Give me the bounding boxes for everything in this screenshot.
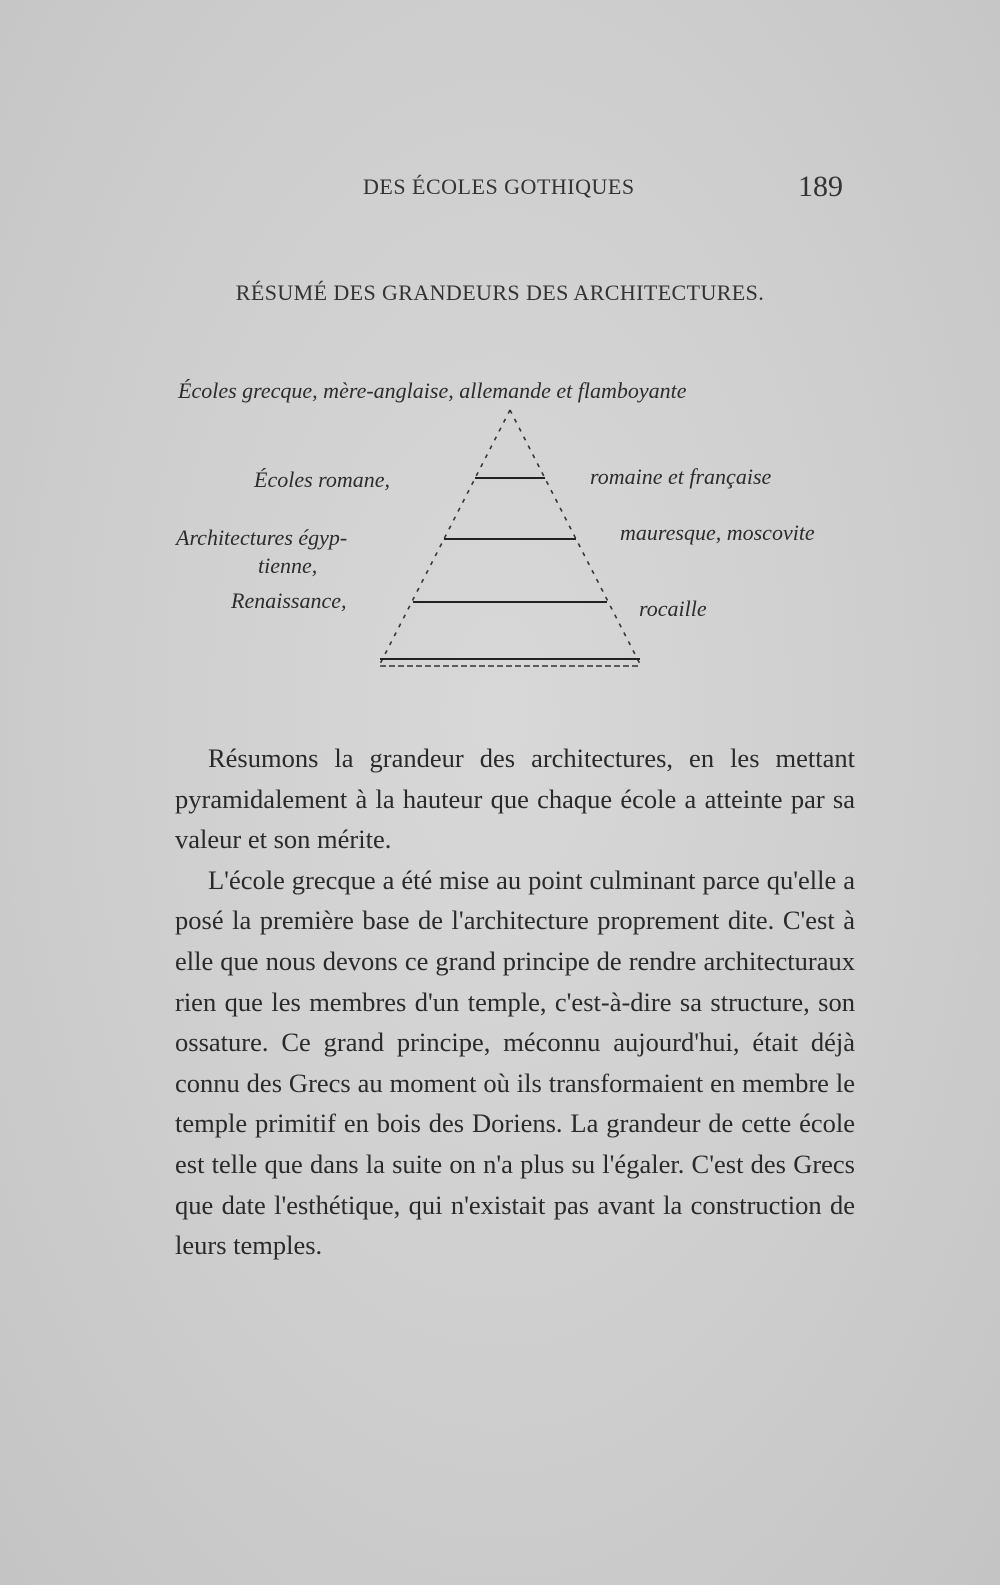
pyramid-diagram <box>0 0 1000 700</box>
pyramid-left-edge <box>380 410 510 664</box>
level-2-left-label-line2: tienne, <box>258 553 318 578</box>
paragraph-1: Résumons la grandeur des architectures, en les mettant pyramidalement à la hauteur que chaque école a atteinte par sa valeur et son mérite. <box>175 743 855 855</box>
pyramid-drawing <box>0 0 1000 700</box>
level-2-right-label: mauresque, moscovite <box>620 520 815 545</box>
page-number: 189 <box>798 170 843 203</box>
paragraph-2: L'école grecque a été mise au point culminant parce qu'elle a posé la première base de l'architecture proprement dite. C'est à elle que nous devons ce grand principe de rendre architecturaux rien que les membres d'un temple, c'est-à-dire sa structure, son ossature. Ce grand principe, méconnu aujourd'hui, était déjà connu des Grecs au moment où ils transformaient en membre le temple primitif en bois des Doriens. La grandeur de cette école est telle que dans la suite on n'a plus su l'égaler. C'est des Grecs que date l'esthétique, qui n'existait pas avant la construction de leurs temples. <box>175 864 855 1261</box>
level-3-left-label: Renaissance, <box>231 588 347 613</box>
section-heading: RÉSUMÉ DES GRANDEURS DES ARCHITECTURES. <box>235 280 765 305</box>
apex-label: Écoles grecque, mère-anglaise, allemande et flamboyante <box>178 378 687 403</box>
running-title: DES ÉCOLES GOTHIQUES <box>363 174 635 199</box>
level-2-left-label-line1: Architectures égyp- <box>176 525 348 550</box>
level-1-right-label: romaine et française <box>590 464 772 489</box>
level-3-right-label: rocaille <box>639 596 707 621</box>
body-text <box>175 738 855 1266</box>
level-1-left-label: Écoles romane, <box>254 467 391 492</box>
